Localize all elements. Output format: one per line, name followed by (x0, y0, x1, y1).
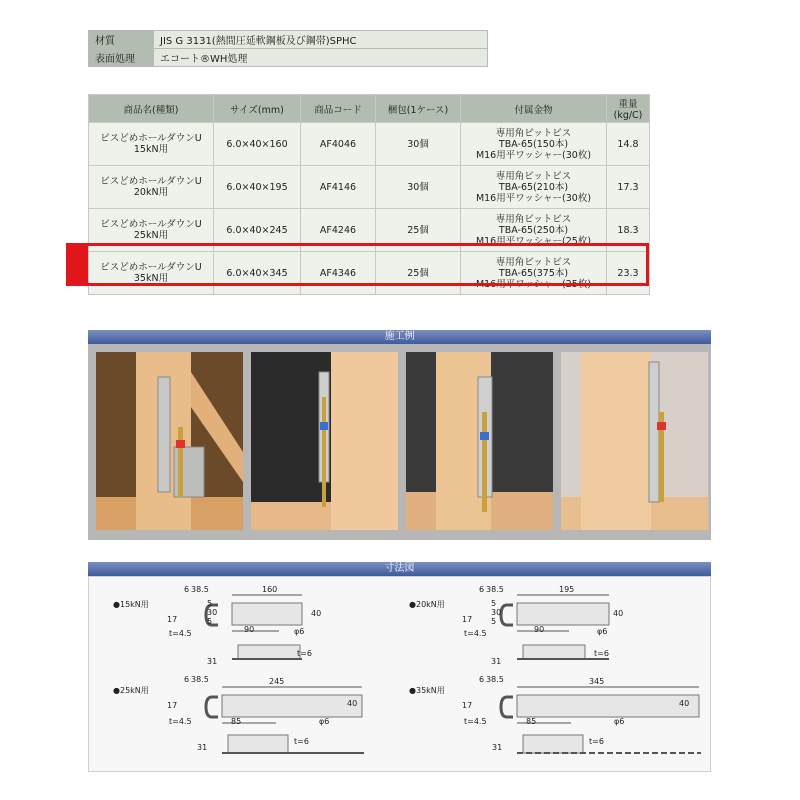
dim-f: 17 (167, 615, 178, 624)
dim-label-35kn: ●35kN用 (409, 686, 445, 695)
product-accessories (461, 166, 607, 209)
name-line: 20kN用 (133, 187, 169, 198)
dim-label-25kn: ●25kN用 (113, 686, 149, 695)
dim-hole: 90 (534, 625, 545, 634)
dim-length: 195 (559, 585, 575, 594)
product-weight: 14.8 (607, 123, 650, 166)
spec-key: 表面処理 (89, 49, 154, 67)
dim-a: 6 (479, 585, 485, 594)
name-line: ビスどめホールダウンU (100, 262, 202, 273)
table-row (89, 166, 650, 209)
dim-t: t=4.5 (464, 629, 487, 638)
acc-line: 専用角ビットビス (495, 256, 572, 268)
dim-phi: φ6 (614, 717, 625, 726)
spec-row (89, 49, 488, 67)
dim-c: 5 (491, 599, 497, 608)
product-weight: 17.3 (607, 166, 650, 209)
name-line: 35kN用 (133, 273, 169, 284)
dim-label-15kn: ●15kN用 (113, 600, 149, 609)
spec-table (88, 30, 488, 67)
dimensions-panel (88, 576, 711, 772)
installation-photo-3 (406, 352, 553, 530)
dim-length: 245 (269, 677, 285, 686)
name-line: ビスどめホールダウンU (100, 219, 202, 230)
dim-phi: φ6 (597, 627, 608, 636)
dim-f: 17 (462, 701, 473, 710)
acc-line: 専用角ビットビス (495, 213, 572, 225)
dim-c: 5 (207, 599, 213, 608)
acc-line: M16用平ワッシャー(30枚) (475, 192, 592, 204)
col-header: 商品コード (301, 95, 376, 123)
drawing-25kn (184, 675, 399, 767)
table-header-row (89, 95, 650, 123)
product-name (89, 123, 214, 166)
dim-t: t=4.5 (464, 717, 487, 726)
dim-b: 38.5 (191, 585, 209, 594)
dim-hole: 85 (231, 717, 242, 726)
acc-line: TBA-65(150本) (498, 138, 569, 150)
dim-t2: t=6 (589, 737, 604, 746)
col-header: 商品名(種類) (89, 95, 214, 123)
spec-value: エコート®WH処理 (154, 49, 488, 67)
product-pack: 30個 (376, 166, 461, 209)
dim-label-20kn: ●20kN用 (409, 600, 445, 609)
product-name (89, 166, 214, 209)
acc-line: TBA-65(210本) (498, 181, 569, 193)
product-code: AF4246 (301, 209, 376, 252)
product-weight: 18.3 (607, 209, 650, 252)
dim-length: 345 (589, 677, 605, 686)
installation-photo-4 (561, 352, 708, 530)
product-size: 6.0×40×245 (214, 209, 301, 252)
col-header: 重量(kg/C) (607, 95, 650, 123)
dim-f: 17 (462, 615, 473, 624)
dim-width: 40 (347, 699, 358, 708)
highlight-frame (66, 243, 649, 286)
section-header-dimensions: 寸法図 (88, 562, 711, 576)
dim-phi: φ6 (294, 627, 305, 636)
dim-e: 5 (491, 617, 497, 626)
name-line: 25kN用 (133, 230, 169, 241)
acc-line: M16用平ワッシャー(25枚) (475, 278, 592, 290)
dim-length: 160 (262, 585, 278, 594)
spec-value: JIS G 3131(熱間圧延軟鋼板及び鋼帯)SPHC (154, 31, 488, 49)
acc-line: M16用平ワッシャー(30枚) (475, 149, 592, 161)
drawing-20kn (479, 585, 694, 677)
acc-line: TBA-65(375本) (498, 267, 569, 279)
product-size: 6.0×40×345 (214, 252, 301, 295)
col-header: 付属金物 (461, 95, 607, 123)
dim-d: 30 (491, 608, 502, 617)
dim-t2: t=6 (297, 649, 312, 658)
product-code: AF4346 (301, 252, 376, 295)
dim-b: 38.5 (486, 585, 504, 594)
dim-width: 40 (311, 609, 322, 618)
dim-t2: t=6 (594, 649, 609, 658)
dim-phi: φ6 (319, 717, 330, 726)
product-weight: 23.3 (607, 252, 650, 295)
dim-b: 38.5 (191, 675, 209, 684)
drawing-35kn (479, 675, 704, 767)
dim-h: 31 (207, 657, 218, 666)
product-accessories (461, 123, 607, 166)
dim-a: 6 (479, 675, 485, 684)
dim-t: t=4.5 (169, 629, 192, 638)
product-size: 6.0×40×160 (214, 123, 301, 166)
dim-hole: 85 (526, 717, 537, 726)
product-pack: 30個 (376, 123, 461, 166)
spec-key: 材質 (89, 31, 154, 49)
dim-hole: 90 (244, 625, 255, 634)
acc-line: 専用角ビットビス (495, 170, 572, 182)
name-line: 15kN用 (133, 144, 169, 155)
product-size: 6.0×40×195 (214, 166, 301, 209)
product-pack: 25個 (376, 209, 461, 252)
dim-h: 31 (197, 743, 208, 752)
table-row (89, 123, 650, 166)
dim-width: 40 (679, 699, 690, 708)
dim-h: 31 (491, 657, 502, 666)
spec-row (89, 31, 488, 49)
product-pack: 25個 (376, 252, 461, 295)
dim-a: 6 (184, 675, 190, 684)
name-line: ビスどめホールダウンU (100, 133, 202, 144)
dim-d: 30 (207, 608, 218, 617)
col-header: サイズ(mm) (214, 95, 301, 123)
section-header-installation: 施工例 (88, 330, 711, 344)
dim-h: 31 (492, 743, 503, 752)
product-code: AF4046 (301, 123, 376, 166)
product-code: AF4146 (301, 166, 376, 209)
dim-b: 38.5 (486, 675, 504, 684)
dim-t2: t=6 (294, 737, 309, 746)
acc-line: M16用平ワッシャー(25枚) (475, 235, 592, 247)
dim-a: 6 (184, 585, 190, 594)
dim-width: 40 (613, 609, 624, 618)
dim-t: t=4.5 (169, 717, 192, 726)
dim-e: 5 (207, 617, 213, 626)
col-header: 梱包(1ケース) (376, 95, 461, 123)
installation-photo-1 (96, 352, 243, 530)
photo-panel (88, 344, 711, 540)
installation-photo-2 (251, 352, 398, 530)
acc-line: TBA-65(250本) (498, 224, 569, 236)
acc-line: 専用角ビットビス (495, 127, 572, 139)
dim-f: 17 (167, 701, 178, 710)
name-line: ビスどめホールダウンU (100, 176, 202, 187)
